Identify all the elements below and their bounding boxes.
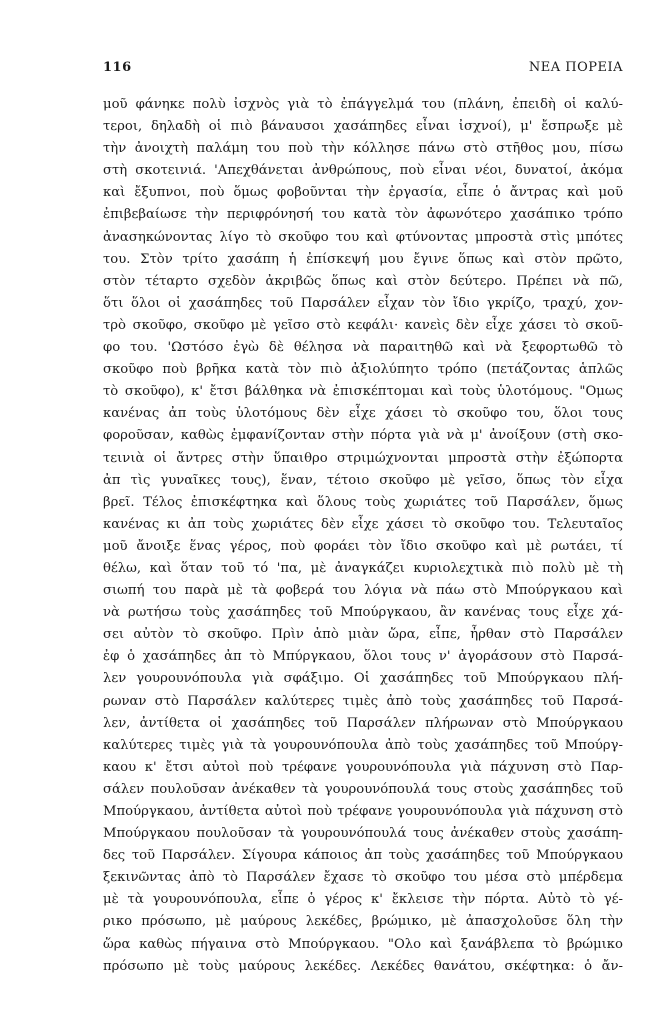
page-number: 116 xyxy=(103,60,132,75)
text-line: σκοῦφο ποὺ βρῆκα κατὰ τὸν πιὸ ἀξιολύπητο τρόπο (πετάζοντας ἁπλῶς xyxy=(103,362,623,378)
text-line: κανένας ἀπ τοὺς ὑλοτόμους δὲν εἶχε χάσει τὸ σκοῦφο του, ὅλοι τους xyxy=(103,406,623,422)
text-line: στὴ σκοτεινιά. 'Απεχθάνεται ἀνθρώπους, ποὺ εἶναι νέοι, δυνατοί, ἀκόμα xyxy=(103,163,623,179)
text-line: κανένας κι ἀπ τοὺς χωριάτες δὲν εἶχε χάσει τὸ σκοῦφο του. Τελευταῖος xyxy=(103,516,623,532)
text-line: πρόσωπο μὲ τοὺς μαύρους λεκέδες. Λεκέδες θανάτου, σκέφτηκα: ὁ ἄν- xyxy=(103,958,623,974)
text-line: τὸ σκοῦφο), κ' ἔτσι βάλθηκα νὰ ἐπισκέπτομαι καὶ τοὺς ὑλοτόμους. "Ομως xyxy=(103,384,623,400)
body-text xyxy=(103,94,623,978)
text-line: μοῦ ἄνοιξε ἕνας γέρος, ποὺ φοράει τὸν ἴδιο σκοῦφο καὶ μὲ ρωτάει, τί xyxy=(103,538,623,554)
text-line: του. Στὸν τρίτο χασάπη ἡ ἐπίσκεψή μου ἔγινε ὅπως καὶ στὸν πρῶτο, xyxy=(103,251,623,267)
text-line: τεροι, δηλαδὴ οἱ πιὸ βάναυσοι χασάπηδες εἶναι ἰσχνοί), μ' ἔσπρωξε μὲ xyxy=(103,119,623,135)
text-line: τρὸ σκοῦφο, σκοῦφο μὲ γεῖσο στὸ κεφάλι· κανεὶς δὲν εἶχε χάσει τὸ σκοῦ- xyxy=(103,317,623,333)
text-line: ἀπ τὶς γυναῖκες τους), ἕναν, τέτοιο σκοῦφο μὲ γεῖσο, ὅπως τὸν εἶχα xyxy=(103,472,623,488)
text-line: ἐπιβεβαίωσε τὴν περιφρόνησή του κατὰ τὸν ἀφωνότερο χασάπικο τρόπο xyxy=(103,207,623,223)
text-line: τὴν ἀνοιχτὴ παλάμη του ποὺ τὴν κόλλησε πάνω στὸ στῆθος μου, πίσω xyxy=(103,141,623,157)
text-line: ρωναν στὸ Παρσάλεν καλύτερες τιμὲς ἀπὸ τοὺς χασάπηδες τοῦ Παρσά- xyxy=(103,693,623,709)
text-line: σιωπή του παρὰ μὲ τὰ φοβερά του λόγια νὰ πάω στὸ Μπούργκαου καὶ xyxy=(103,583,623,599)
text-line: λεν γουρουνόπουλα γιὰ σφάξιμο. Οἱ χασάπηδες τοῦ Μπούργκαου πλή- xyxy=(103,671,623,687)
text-line: σάλεν πουλοῦσαν ἀνέκαθεν τὰ γουρουνόπουλά τους στοὺς χασάπηδες τοῦ xyxy=(103,781,623,797)
running-title: ΝΕΑ ΠΟΡΕΙΑ xyxy=(528,60,623,75)
text-line: ὥρα καθὼς πήγαινα στὸ Μπούργκαου. "Ολο καὶ ξανάβλεπα τὸ βρώμικο xyxy=(103,936,623,952)
text-line: ἀνασηκώνοντας λίγο τὸ σκοῦφο του καὶ φτύνοντας μπροστὰ στὶς μπότες xyxy=(103,229,623,245)
text-line: βρεῖ. Τέλος ἐπισκέφτηκα καὶ ὅλους τοὺς χωριάτες τοῦ Παρσάλεν, ὅμως xyxy=(103,494,623,510)
page-header xyxy=(103,60,623,80)
text-line: νὰ ρωτήσω τοὺς χασάπηδες τοῦ Μπούργκαου, ἂν κανένας τους εἶχε χά- xyxy=(103,605,623,621)
text-line: Μπούργκαου πουλοῦσαν τὰ γουρουνόπουλά τους ἀνέκαθεν στοὺς χασάπη- xyxy=(103,826,623,842)
text-line: ρικο πρόσωπο, μὲ μαύρους λεκέδες, βρώμικο, μὲ ἀπασχολοῦσε ὅλη τὴν xyxy=(103,914,623,930)
text-line: μοῦ φάνηκε πολὺ ἰσχνὸς γιὰ τὸ ἐπάγγελμά του (πλάνη, ἐπειδὴ οἱ καλύ- xyxy=(103,97,623,112)
text-line: καλύτερες τιμὲς γιὰ τὰ γουρουνόπουλα ἀπὸ τοὺς χασάπηδες τοῦ Μπούργ- xyxy=(103,737,623,753)
text-line: θέλω, καὶ ὅταν τοῦ τό 'πα, μὲ ἀναγκάζει κυριολεχτικὰ πιὸ πολὺ μὲ τὴ xyxy=(103,560,623,576)
text-line: καὶ ἔξυπνοι, ποὺ ὅμως φοβοῦνται τὴν ἐργασία, εἶπε ὁ ἄντρας καὶ μοῦ xyxy=(103,185,623,201)
text-line: στὸν τέταρτο σχεδὸν ἀκριβῶς ὅπως καὶ στὸν δεύτερο. Πρέπει νὰ πῶ, xyxy=(103,273,623,289)
text-line: Μπούργκαου, ἀντίθετα αὐτοὶ ποὺ τρέφανε γουρουνόπουλα γιὰ πάχυνση στὸ xyxy=(103,804,623,819)
text-line: ὅτι ὅλοι οἱ χασάπηδες τοῦ Παρσάλεν εἶχαν τὸν ἴδιο γκρίζο, τραχύ, χον- xyxy=(103,295,623,311)
text-line: λεν, ἀντίθετα οἱ χασάπηδες τοῦ Παρσάλεν πλήρωναν στὸ Μπούργκαου xyxy=(103,715,623,731)
text-line: ἐφ ὁ χασάπηδες ἀπ τὸ Μπύργκαου, ὅλοι τους ν' ἀγοράσουν στὸ Παρσά- xyxy=(103,649,623,665)
text-line: φοροῦσαν, καθὼς ἐμφανίζονταν στὴν πόρτα γιὰ νὰ μ' ἀνοίξουν (στὴ σκο- xyxy=(103,428,623,444)
text-line: καου κ' ἔτσι αὐτοὶ ποὺ τρέφανε γουρουνόπουλα γιὰ πάχυνση στὸ Παρ- xyxy=(103,759,623,775)
text-line: τεινιὰ οἱ ἄντρες στὴν ὕπαιθρο στριμώχνονται μπροστὰ στὴν ἐξώπορτα xyxy=(103,450,623,466)
text-line: ξεκινῶντας ἀπὸ τὸ Παρσάλεν ἔχασε τὸ σκοῦφο του μέσα στὸ μπέρδεμα xyxy=(103,870,623,886)
text-line: φο του. 'Ωστόσο ἐγὼ δὲ θέλησα νὰ παραιτηθῶ καὶ νὰ ξεφορτωθῶ τὸ xyxy=(103,340,623,356)
text-line: σει αὐτὸν τὸ σκοῦφο. Πρὶν ἀπὸ μιὰν ὥρα, εἶπε, ἦρθαν στὸ Παρσάλεν xyxy=(103,627,623,643)
text-line: δες τοῦ Παρσάλεν. Σίγουρα κάποιος ἀπ τοὺς χασάπηδες τοῦ Μπούργκαου xyxy=(103,848,623,864)
text-line: μὲ τὰ γουρουνόπουλα, εἶπε ὁ γέρος κ' ἔκλεισε τὴν πόρτα. Αὐτὸ τὸ γέ- xyxy=(103,892,623,908)
